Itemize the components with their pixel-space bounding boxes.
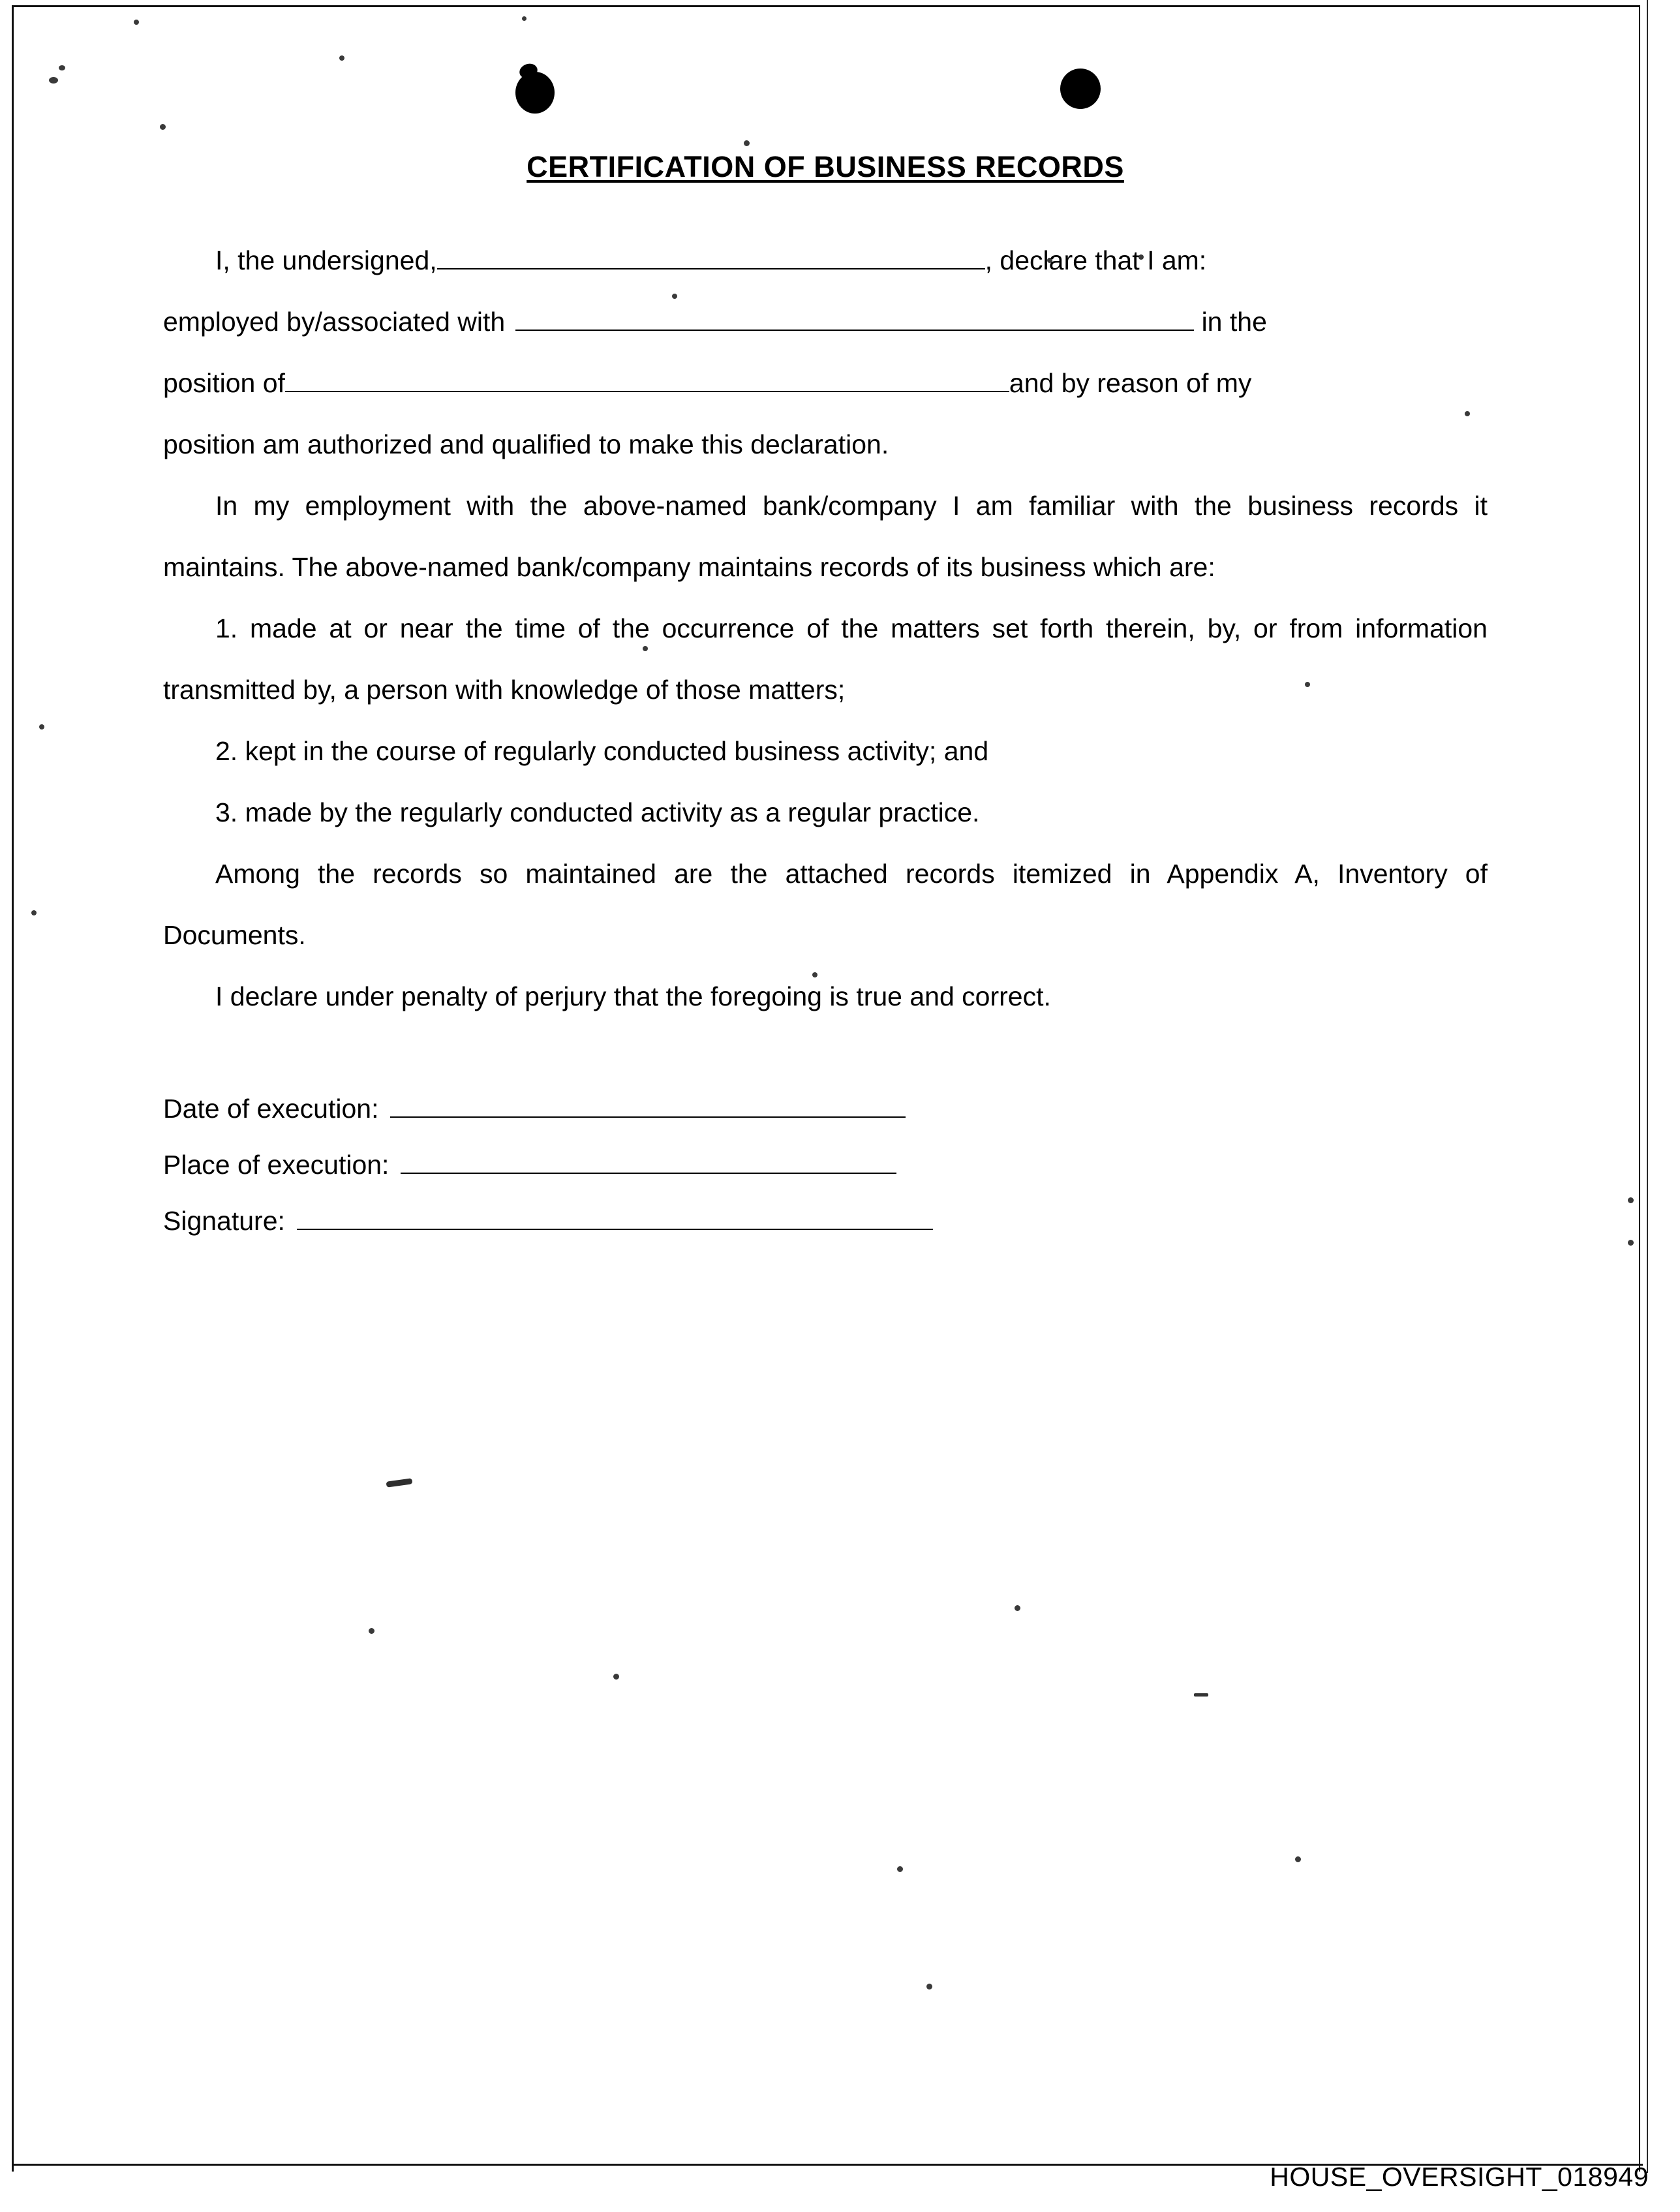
signature-label: Signature:	[163, 1206, 285, 1236]
position-blank-field[interactable]	[285, 366, 1009, 392]
scan-speck	[160, 124, 166, 130]
scan-speck	[926, 1984, 932, 1989]
scan-speck	[1628, 1197, 1634, 1203]
page-title	[163, 150, 1488, 184]
signature-block	[163, 1081, 1488, 1249]
list-item-1	[163, 598, 1488, 720]
place-of-execution-field[interactable]	[401, 1150, 896, 1174]
list-item-3-text: 3. made by the regularly conducted activity as a regular practice.	[215, 797, 980, 827]
scan-speck	[369, 1628, 374, 1634]
place-of-execution-label: Place of execution:	[163, 1150, 389, 1180]
employed-by-label: employed by/associated with	[163, 307, 506, 337]
by-reason-label: and by reason of my	[1009, 368, 1252, 398]
scan-speck	[339, 55, 344, 61]
list-item-2-text: 2. kept in the course of regularly conducted business activity; and	[215, 736, 989, 766]
date-of-execution-label: Date of execution:	[163, 1094, 379, 1124]
scan-speck	[134, 20, 139, 25]
scan-speck	[897, 1866, 903, 1872]
paragraph-appendix	[163, 843, 1488, 966]
hole-punch-mark-right	[1060, 69, 1101, 109]
declaration-text	[163, 230, 1488, 1027]
scan-speck	[59, 65, 65, 70]
scan-speck	[39, 724, 44, 730]
declare-label: , declare that I am:	[985, 245, 1207, 275]
scan-speck	[49, 77, 58, 84]
scan-speck	[744, 140, 750, 146]
bates-stamp: HOUSE_OVERSIGHT_018949	[1270, 2162, 1649, 2192]
appendix-text: Among the records so maintained are the attached records itemized in Appendix A, Inventory of Documents.	[163, 859, 1488, 950]
hole-punch-mark-left	[515, 72, 555, 114]
in-the-label: in the	[1201, 307, 1267, 337]
paragraph-identification	[163, 230, 1488, 475]
employer-blank-field[interactable]	[515, 305, 1194, 331]
signature-field[interactable]	[297, 1206, 933, 1230]
page-title-text: CERTIFICATION OF BUSINESS RECORDS	[527, 150, 1124, 183]
paragraph-familiarity	[163, 475, 1488, 598]
scan-smudge	[1194, 1693, 1208, 1697]
scan-speck	[522, 16, 527, 21]
date-of-execution-row	[163, 1081, 1488, 1137]
scan-speck	[1295, 1856, 1301, 1862]
list-item-1-text: 1. made at or near the time of the occurrence of the matters set forth therein, by, or from information transmitted by, a person with knowledge of those matters;	[163, 613, 1488, 705]
perjury-text: I declare under penalty of perjury that the foregoing is true and correct.	[215, 981, 1051, 1011]
place-of-execution-row	[163, 1137, 1488, 1193]
scan-right-edge	[1647, 0, 1648, 2173]
scan-speck	[1015, 1605, 1020, 1611]
list-item-3	[163, 782, 1488, 843]
signature-row	[163, 1193, 1488, 1249]
scan-speck	[31, 910, 37, 915]
position-of-label: position of	[163, 368, 285, 398]
date-of-execution-field[interactable]	[390, 1094, 906, 1118]
paragraph-perjury	[163, 966, 1488, 1027]
familiarity-text: In my employment with the above-named bank/company I am familiar with the business records it maintains. The above-named bank/company maintains records of its business which are:	[163, 491, 1488, 582]
name-blank-field[interactable]	[437, 243, 985, 269]
authorized-label: position am authorized and qualified to make this declaration.	[163, 429, 889, 459]
undersigned-label: I, the undersigned,	[215, 245, 437, 275]
document-body	[163, 150, 1488, 1249]
list-item-2	[163, 720, 1488, 782]
scan-speck	[613, 1674, 619, 1680]
scan-speck	[1628, 1240, 1634, 1246]
scan-left-edge	[0, 0, 9, 2212]
